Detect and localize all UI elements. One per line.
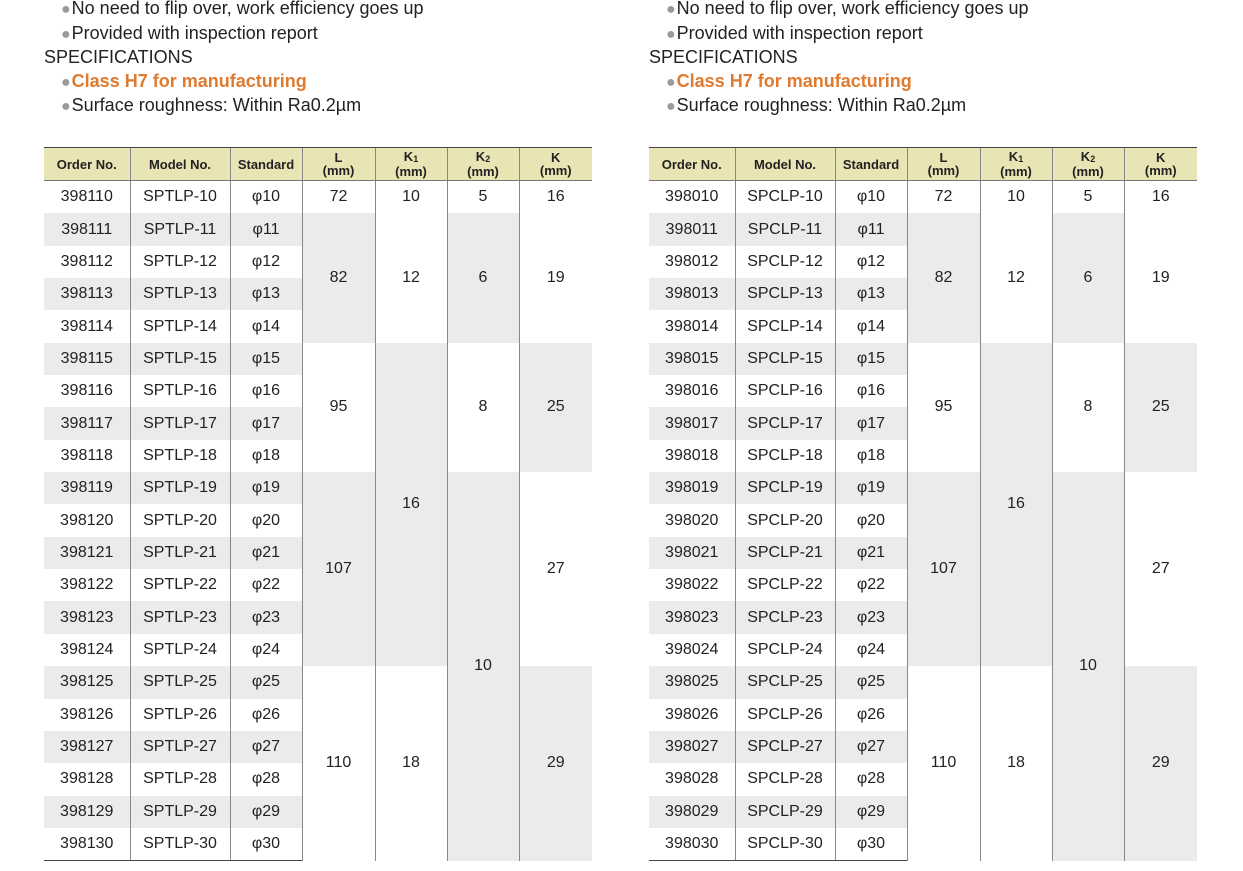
cell-order-no: 398012: [665, 252, 719, 270]
spec-line: ●Surface roughness: Within Ra0.2µm: [666, 95, 967, 115]
cell-order-no: 398116: [60, 382, 113, 400]
cell-model-no: SPCLP-25: [735, 666, 835, 698]
table-row: [44, 472, 592, 504]
header-k2: K2 (mm): [447, 148, 519, 181]
cell-order-no: 398030: [649, 828, 735, 861]
cell-model-no: SPCLP-21: [735, 537, 835, 569]
cell-order-no: 398026: [665, 705, 719, 723]
cell-model-no: SPCLP-15: [735, 343, 835, 375]
cell-order-no: 398123: [44, 601, 130, 633]
cell-l: 110: [907, 666, 980, 861]
cell-order-no: 398122: [60, 576, 114, 594]
table-header-row: [44, 148, 592, 181]
cell-order-no: 398115: [44, 343, 130, 375]
header-k2: K2 (mm): [1052, 148, 1124, 181]
cell-k: 25: [1124, 343, 1197, 472]
cell-standard: φ15: [835, 343, 907, 375]
spec-table: [44, 147, 592, 861]
cell-l: 72: [907, 181, 980, 214]
cell-standard: φ25: [835, 666, 907, 698]
feature-line: ●Provided with inspection report: [61, 23, 318, 43]
cell-model-no: SPCLP-13: [735, 278, 835, 310]
header-k: K (mm): [1124, 148, 1197, 181]
header-k1: K1 (mm): [375, 148, 447, 181]
cell-standard: φ26: [835, 699, 907, 731]
cell-model-no: SPTLP-28: [130, 763, 230, 795]
bullet-icon: ●: [666, 98, 676, 115]
cell-k: 27: [1124, 472, 1197, 666]
cell-order-no: 398011: [649, 213, 735, 245]
cell-model-no: SPTLP-10: [130, 181, 230, 214]
cell-standard: φ25: [230, 666, 302, 698]
cell-k1: 10: [375, 181, 447, 214]
cell-k: 16: [519, 181, 592, 214]
cell-standard: φ21: [835, 537, 907, 569]
cell-k1: 10: [980, 181, 1052, 214]
cell-model-no: SPCLP-27: [735, 731, 835, 763]
cell-standard: φ17: [835, 407, 907, 439]
cell-model-no: SPTLP-26: [130, 699, 230, 731]
cell-standard: φ24: [835, 634, 907, 666]
cell-standard: φ11: [835, 213, 907, 245]
cell-standard: φ28: [230, 763, 302, 795]
header-order-no: Order No.: [649, 148, 735, 181]
cell-standard: φ12: [230, 246, 302, 278]
cell-model-no: SPCLP-14: [735, 310, 835, 342]
header-model-no: Model No.: [130, 148, 230, 181]
cell-order-no: 398023: [649, 601, 735, 633]
cell-k: 19: [519, 213, 592, 342]
cell-order-no: 398024: [665, 640, 719, 658]
header-l: L (mm): [302, 148, 375, 181]
cell-model-no: SPTLP-30: [130, 828, 230, 861]
table-row: [649, 472, 1197, 504]
cell-order-no: 398126: [60, 705, 114, 723]
cell-model-no: SPTLP-19: [130, 472, 230, 504]
cell-order-no: 398114: [60, 317, 113, 335]
cell-order-no: 398112: [60, 252, 113, 270]
cell-standard: φ10: [835, 181, 907, 214]
bullet-icon: ●: [61, 1, 71, 18]
cell-order-no: 398121: [44, 537, 130, 569]
spec-line: ●Surface roughness: Within Ra0.2µm: [61, 95, 362, 115]
cell-standard: φ14: [835, 310, 907, 342]
table-row: [649, 181, 1197, 214]
table-row: [44, 213, 592, 245]
cell-order-no: 398125: [44, 666, 130, 698]
cell-model-no: SPTLP-25: [130, 666, 230, 698]
bullet-icon: ●: [666, 26, 676, 43]
cell-model-no: SPTLP-12: [130, 246, 230, 278]
cell-order-no: 398014: [665, 317, 719, 335]
cell-model-no: SPCLP-11: [735, 213, 835, 245]
header-model-no: Model No.: [735, 148, 835, 181]
cell-order-no: 398111: [44, 213, 130, 245]
cell-model-no: SPCLP-26: [735, 699, 835, 731]
cell-order-no: 398113: [44, 278, 130, 310]
cell-model-no: SPTLP-17: [130, 407, 230, 439]
bullet-icon: ●: [61, 26, 71, 43]
cell-standard: φ10: [230, 181, 302, 214]
cell-standard: φ30: [835, 828, 907, 861]
spec-line-highlight: ●Class H7 for manufacturing: [61, 71, 307, 91]
header-standard: Standard: [835, 148, 907, 181]
cell-standard: φ22: [835, 569, 907, 601]
cell-standard: φ21: [230, 537, 302, 569]
cell-model-no: SPCLP-19: [735, 472, 835, 504]
cell-standard: φ20: [230, 504, 302, 536]
table-header-row: [649, 148, 1197, 181]
specifications-title: SPECIFICATIONS: [649, 47, 798, 67]
cell-l: 107: [907, 472, 980, 666]
bullet-icon: ●: [666, 1, 676, 18]
cell-standard: φ14: [230, 310, 302, 342]
header-standard: Standard: [230, 148, 302, 181]
cell-order-no: 398128: [60, 770, 114, 788]
cell-k2: 6: [1052, 213, 1124, 342]
cell-standard: φ11: [230, 213, 302, 245]
cell-k2: 8: [447, 343, 519, 472]
cell-order-no: 398015: [649, 343, 735, 375]
cell-order-no: 398016: [665, 382, 719, 400]
cell-model-no: SPCLP-10: [735, 181, 835, 214]
cell-order-no: 398127: [44, 731, 130, 763]
cell-model-no: SPTLP-20: [130, 504, 230, 536]
cell-standard: φ28: [835, 763, 907, 795]
cell-standard: φ16: [230, 375, 302, 407]
cell-model-no: SPCLP-20: [735, 504, 835, 536]
cell-order-no: 398118: [60, 446, 113, 464]
cell-model-no: SPCLP-30: [735, 828, 835, 861]
cell-standard: φ17: [230, 407, 302, 439]
cell-standard: φ23: [230, 601, 302, 633]
cell-order-no: 398021: [649, 537, 735, 569]
cell-k1: 16: [980, 343, 1052, 666]
cell-order-no: 398028: [665, 770, 719, 788]
cell-model-no: SPTLP-11: [130, 213, 230, 245]
cell-order-no: 398110: [60, 188, 113, 206]
feature-line: ●No need to flip over, work efficiency goes up: [61, 0, 424, 18]
cell-model-no: SPTLP-24: [130, 634, 230, 666]
cell-l: 72: [302, 181, 375, 214]
cell-model-no: SPCLP-18: [735, 440, 835, 472]
cell-standard: φ15: [230, 343, 302, 375]
cell-standard: φ27: [835, 731, 907, 763]
cell-k1: 12: [980, 213, 1052, 342]
cell-standard: φ13: [835, 278, 907, 310]
cell-order-no: 398119: [44, 472, 130, 504]
cell-k: 27: [519, 472, 592, 666]
cell-standard: φ26: [230, 699, 302, 731]
cell-standard: φ16: [835, 375, 907, 407]
cell-standard: φ18: [230, 440, 302, 472]
cell-l: 95: [907, 343, 980, 472]
cell-order-no: 398029: [649, 796, 735, 828]
table-row: [649, 343, 1197, 375]
cell-model-no: SPCLP-16: [735, 375, 835, 407]
cell-standard: φ23: [835, 601, 907, 633]
cell-model-no: SPCLP-22: [735, 569, 835, 601]
cell-k1: 12: [375, 213, 447, 342]
feature-line: ●Provided with inspection report: [666, 23, 923, 43]
header-k: K (mm): [519, 148, 592, 181]
cell-order-no: 398018: [665, 446, 719, 464]
cell-standard: φ13: [230, 278, 302, 310]
cell-k2: 6: [447, 213, 519, 342]
cell-order-no: 398129: [44, 796, 130, 828]
cell-model-no: SPTLP-15: [130, 343, 230, 375]
feature-line: ●No need to flip over, work efficiency goes up: [666, 0, 1029, 18]
cell-order-no: 398017: [649, 407, 735, 439]
cell-k1: 16: [375, 343, 447, 666]
cell-k: 19: [1124, 213, 1197, 342]
specifications-title: SPECIFICATIONS: [44, 47, 193, 67]
cell-order-no: 398117: [44, 407, 130, 439]
cell-l: 82: [302, 213, 375, 342]
cell-k: 16: [1124, 181, 1197, 214]
cell-order-no: 398013: [649, 278, 735, 310]
cell-order-no: 398120: [60, 511, 114, 529]
cell-standard: φ29: [230, 796, 302, 828]
header-order-no: Order No.: [44, 148, 130, 181]
spec-line-highlight: ●Class H7 for manufacturing: [666, 71, 912, 91]
cell-k1: 18: [375, 666, 447, 861]
cell-model-no: SPTLP-14: [130, 310, 230, 342]
cell-standard: φ29: [835, 796, 907, 828]
cell-order-no: 398027: [649, 731, 735, 763]
cell-standard: φ19: [835, 472, 907, 504]
cell-order-no: 398022: [665, 576, 719, 594]
cell-k2: 10: [1052, 472, 1124, 861]
cell-standard: φ20: [835, 504, 907, 536]
bullet-icon: ●: [61, 98, 71, 115]
cell-order-no: 398130: [44, 828, 130, 861]
cell-model-no: SPTLP-13: [130, 278, 230, 310]
cell-l: 95: [302, 343, 375, 472]
header-l: L (mm): [907, 148, 980, 181]
cell-model-no: SPCLP-28: [735, 763, 835, 795]
cell-k2: 10: [447, 472, 519, 861]
cell-standard: φ12: [835, 246, 907, 278]
table-row: [44, 181, 592, 214]
cell-model-no: SPTLP-18: [130, 440, 230, 472]
cell-k2: 5: [447, 181, 519, 214]
spec-table: [649, 147, 1197, 861]
header-k1: K1 (mm): [980, 148, 1052, 181]
cell-model-no: SPTLP-21: [130, 537, 230, 569]
cell-k2: 5: [1052, 181, 1124, 214]
cell-l: 82: [907, 213, 980, 342]
cell-k: 29: [1124, 666, 1197, 861]
bullet-icon: ●: [666, 74, 676, 91]
cell-standard: φ18: [835, 440, 907, 472]
cell-k2: 8: [1052, 343, 1124, 472]
cell-l: 110: [302, 666, 375, 861]
cell-order-no: 398019: [649, 472, 735, 504]
cell-k: 29: [519, 666, 592, 861]
cell-model-no: SPTLP-27: [130, 731, 230, 763]
cell-model-no: SPCLP-24: [735, 634, 835, 666]
cell-model-no: SPTLP-22: [130, 569, 230, 601]
bullet-icon: ●: [61, 74, 71, 91]
cell-order-no: 398025: [649, 666, 735, 698]
cell-standard: φ24: [230, 634, 302, 666]
cell-l: 107: [302, 472, 375, 666]
cell-standard: φ19: [230, 472, 302, 504]
cell-model-no: SPCLP-23: [735, 601, 835, 633]
cell-order-no: 398010: [665, 188, 719, 206]
cell-model-no: SPCLP-29: [735, 796, 835, 828]
cell-k: 25: [519, 343, 592, 472]
cell-model-no: SPTLP-16: [130, 375, 230, 407]
cell-order-no: 398020: [665, 511, 719, 529]
cell-model-no: SPTLP-29: [130, 796, 230, 828]
table-row: [649, 213, 1197, 245]
cell-model-no: SPCLP-17: [735, 407, 835, 439]
cell-standard: φ22: [230, 569, 302, 601]
cell-model-no: SPCLP-12: [735, 246, 835, 278]
cell-model-no: SPTLP-23: [130, 601, 230, 633]
table-row: [44, 343, 592, 375]
cell-standard: φ27: [230, 731, 302, 763]
cell-standard: φ30: [230, 828, 302, 861]
cell-k1: 18: [980, 666, 1052, 861]
cell-order-no: 398124: [60, 640, 114, 658]
